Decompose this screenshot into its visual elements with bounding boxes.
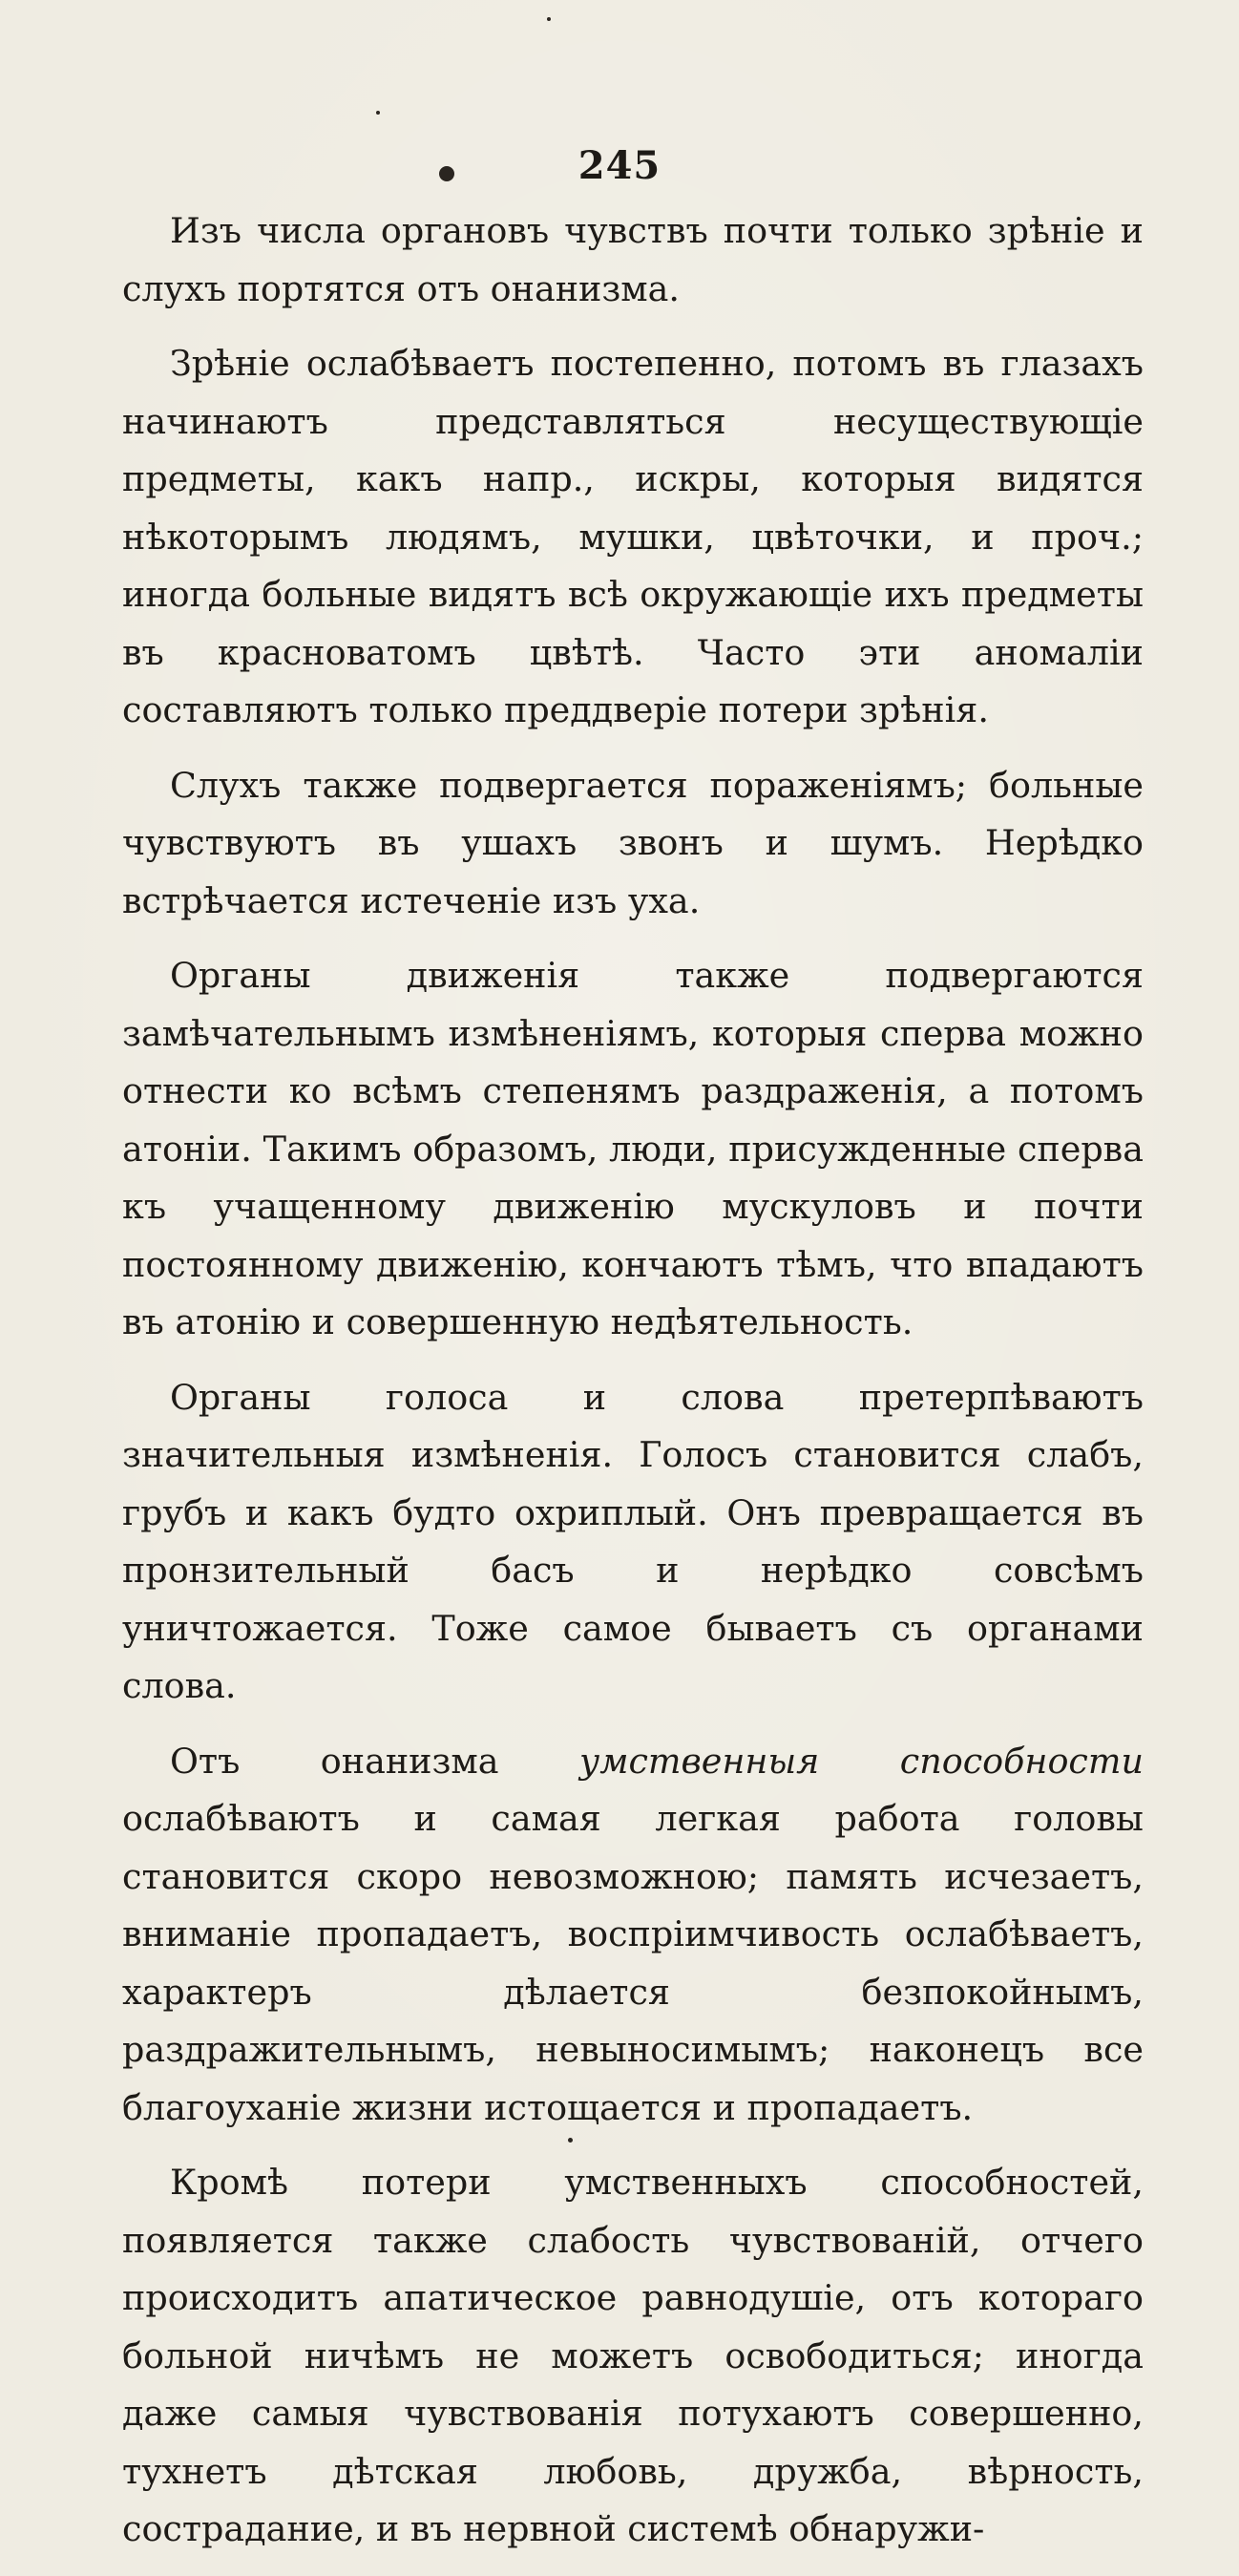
- paragraph-6: [122, 1733, 1144, 2138]
- body-text: [122, 202, 1144, 2576]
- ink-speck: [547, 17, 551, 21]
- paragraph-text: Органы движенія также подвергаются замѣчательнымъ измѣненіямъ, которыя сперва можно отнести ко всѣмъ степенямъ раздраженія, а потомъ атоніи. Такимъ образомъ, люди, присужденные сперва къ учащенному движенію мускуловъ и почти постоянному движенію, кончаютъ тѣмъ, что впадаютъ въ атонію и совершенную недѣятельность.: [122, 955, 1144, 1342]
- paragraph-5: [122, 1369, 1144, 1716]
- paragraph-text: Отъ онанизма: [170, 1740, 580, 1782]
- paragraph-text: Кромѣ потери умственныхъ способностей, появляется также слабость чувствованій, отчего происходитъ апатическое равнодушіе, отъ котораго больной ничѣмъ не можетъ освободиться; иногда даже самыя чувствованія потухаютъ совершенно, тухнетъ дѣтская любовь, дружба, вѣрность, сострадание, и въ нервной системѣ обнаружи-: [122, 2162, 1144, 2549]
- paragraph-1: [122, 202, 1144, 318]
- paragraph-text: Органы голоса и слова претерпѣваютъ значительныя измѣненія. Голосъ становится слабъ, грубъ и какъ будто охриплый. Онъ превращается въ пронзительный басъ и нерѣдко совсѣмъ уничтожается. Тоже самое бываетъ съ органами слова.: [122, 1376, 1144, 1706]
- paragraph-2: [122, 335, 1144, 740]
- paragraph-3: [122, 757, 1144, 931]
- paragraph-4: [122, 947, 1144, 1352]
- paragraph-text: Зрѣніе ослабѣваетъ постепенно, потомъ въ глазахъ начинаютъ представляться несуществующіе предметы, какъ напр., искры, которыя видятся нѣкоторымъ людямъ, мушки, цвѣточки, и проч.; иногда больные видятъ всѣ окружающіе ихъ предметы въ красноватомъ цвѣтѣ. Часто эти аномаліи составляютъ только преддверіе потери зрѣнія.: [122, 343, 1144, 730]
- paragraph-text: Слухъ также подвергается пораженіямъ; больные чувствуютъ въ ушахъ звонъ и шумъ. Нерѣдко встрѣчается истеченіе изъ уха.: [122, 764, 1144, 921]
- paragraph-7: [122, 2154, 1144, 2559]
- ink-speck: [376, 111, 380, 115]
- paragraph-text: Изъ числа органовъ чувствъ почти только зрѣніе и слухъ портятся отъ онанизма.: [122, 210, 1144, 309]
- emphasized-phrase: умственныя способности: [579, 1740, 1144, 1782]
- paragraph-text: ослабѣваютъ и самая легкая работа головы становится скоро невозможною; память исчезаетъ, вниманіе пропадаетъ, воспріимчивость ослабѣваетъ, характеръ дѣлается безпокойнымъ, раздражительнымъ, невыносимымъ; наконецъ все благоуханіе жизни истощается и пропадаетъ.: [122, 1798, 1144, 2128]
- page-number: 245: [578, 143, 662, 188]
